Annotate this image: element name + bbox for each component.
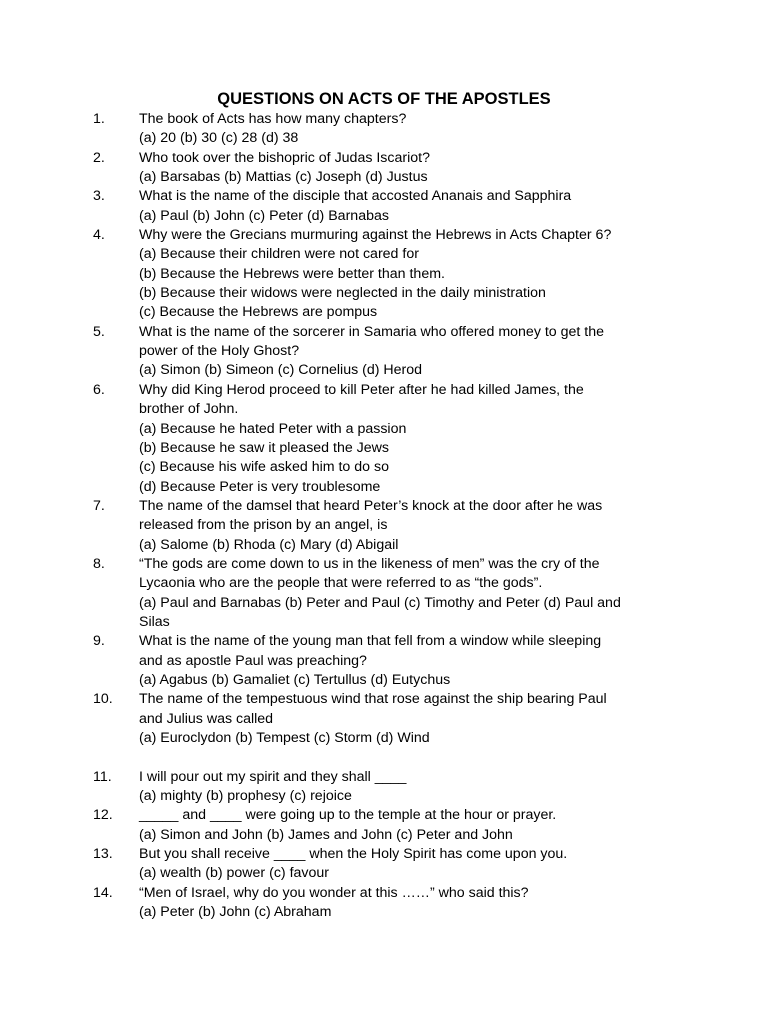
question-item xyxy=(0,555,768,632)
question-text: But you shall receive ____ when the Holy Spirit has come upon you. xyxy=(139,846,568,863)
question-line: (a) Barsabas (b) Mattias (c) Joseph (d) Justus xyxy=(139,169,428,186)
question-item xyxy=(0,226,768,323)
question-line: and Julius was called xyxy=(139,710,274,727)
question-body xyxy=(139,497,749,555)
question-item xyxy=(0,632,768,690)
question-text: “The gods are come down to us in the likeness of men” was the cry of the xyxy=(139,555,600,572)
question-line: (a) Paul and Barnabas (b) Peter and Paul (c) Timothy and Peter (d) Paul and xyxy=(139,594,621,611)
question-body xyxy=(139,323,749,381)
question-line: (a) Because their children were not cared for xyxy=(139,246,419,263)
question-text: I will pour out my spirit and they shall ____ xyxy=(139,768,407,785)
question-text: What is the name of the young man that fell from a window while sleeping xyxy=(139,633,602,650)
question-text: Why did King Herod proceed to kill Peter after he had killed James, the xyxy=(139,381,584,398)
question-number: 1. xyxy=(93,111,105,127)
question-text: Why were the Grecians murmuring against the Hebrews in Acts Chapter 6? xyxy=(139,227,612,244)
question-text: What is the name of the disciple that accosted Ananais and Sapphira xyxy=(139,188,572,205)
question-text: “Men of Israel, why do you wonder at this ……” who said this? xyxy=(139,884,529,901)
question-line: brother of John. xyxy=(139,401,239,418)
question-body xyxy=(139,226,749,323)
question-body xyxy=(139,690,749,748)
question-item xyxy=(0,323,768,381)
question-item xyxy=(0,497,768,555)
question-text: What is the name of the sorcerer in Samaria who offered money to get the xyxy=(139,323,605,340)
question-list xyxy=(0,110,768,922)
question-line: released from the prison by an angel, is xyxy=(139,517,388,534)
question-item xyxy=(0,149,768,188)
question-body xyxy=(139,768,749,807)
question-text: Who took over the bishopric of Judas Iscariot? xyxy=(139,149,430,166)
question-number: 2. xyxy=(93,149,105,166)
question-line: (c) Because his wife asked him to do so xyxy=(139,459,389,476)
document-title: QUESTIONS ON ACTS OF THE APOSTLES xyxy=(217,90,551,108)
question-line: (b) Because their widows were neglected in the daily ministration xyxy=(139,285,546,302)
question-item xyxy=(0,690,768,748)
question-line: (b) Because the Hebrews were better than them. xyxy=(139,265,445,282)
question-body xyxy=(139,845,749,884)
question-text: The name of the tempestuous wind that rose against the ship bearing Paul xyxy=(139,691,607,708)
question-body xyxy=(139,884,749,923)
question-line: (b) Because he saw it pleased the Jews xyxy=(139,439,389,456)
question-item xyxy=(0,768,768,807)
question-number: 6. xyxy=(93,381,105,398)
question-item xyxy=(0,381,768,497)
question-line: (a) Simon (b) Simeon (c) Cornelius (d) Herod xyxy=(139,362,423,379)
question-line: (c) Because the Hebrews are pompus xyxy=(139,304,378,321)
question-item xyxy=(0,187,768,226)
question-text: The book of Acts has how many chapters? xyxy=(139,111,407,127)
question-line: (a) 20 (b) 30 (c) 28 (d) 38 xyxy=(139,130,299,147)
question-body xyxy=(139,381,749,497)
question-line: and as apostle Paul was preaching? xyxy=(139,652,367,669)
question-item xyxy=(0,845,768,884)
question-number: 12. xyxy=(93,807,113,824)
question-line: (a) Simon and John (b) James and John (c) Peter and John xyxy=(139,826,513,843)
question-line: (a) Euroclydon (b) Tempest (c) Storm (d) Wind xyxy=(139,730,430,746)
question-line: (a) wealth (b) power (c) favour xyxy=(139,865,330,882)
question-number: 14. xyxy=(93,884,113,901)
question-line: (a) Peter (b) John (c) Abraham xyxy=(139,904,332,921)
question-body xyxy=(139,632,749,690)
question-number: 7. xyxy=(93,497,105,514)
question-item xyxy=(0,110,768,149)
question-number: 4. xyxy=(93,227,105,244)
question-number: 3. xyxy=(93,188,105,205)
question-line: (a) Because he hated Peter with a passion xyxy=(139,420,407,437)
question-item xyxy=(0,806,768,845)
question-line: (a) Paul (b) John (c) Peter (d) Barnabas xyxy=(139,207,389,224)
question-body xyxy=(139,555,749,632)
question-line: (a) Agabus (b) Gamaliet (c) Tertullus (d) Eutychus xyxy=(139,671,451,688)
question-line: power of the Holy Ghost? xyxy=(139,343,300,360)
question-item xyxy=(0,884,768,923)
question-number: 9. xyxy=(93,633,105,650)
question-text: _____ and ____ were going up to the temple at the hour or prayer. xyxy=(139,807,557,824)
question-body xyxy=(139,806,749,845)
section-spacer xyxy=(0,748,768,767)
question-line: Lycaonia who are the people that were referred to as “the gods”. xyxy=(139,575,543,592)
question-number: 11. xyxy=(93,768,112,785)
question-text: The name of the damsel that heard Peter’s knock at the door after he was xyxy=(139,497,603,514)
question-line: (a) Salome (b) Rhoda (c) Mary (d) Abigail xyxy=(139,536,399,553)
question-body xyxy=(139,110,749,149)
question-line: (a) mighty (b) prophesy (c) rejoice xyxy=(139,788,352,805)
question-number: 13. xyxy=(93,846,113,863)
question-line: (d) Because Peter is very troublesome xyxy=(139,478,381,495)
question-line: Silas xyxy=(139,613,170,630)
question-body xyxy=(139,149,749,188)
question-number: 10. xyxy=(93,691,113,708)
question-number: 8. xyxy=(93,555,105,572)
question-number: 5. xyxy=(93,323,105,340)
question-body xyxy=(139,187,749,226)
